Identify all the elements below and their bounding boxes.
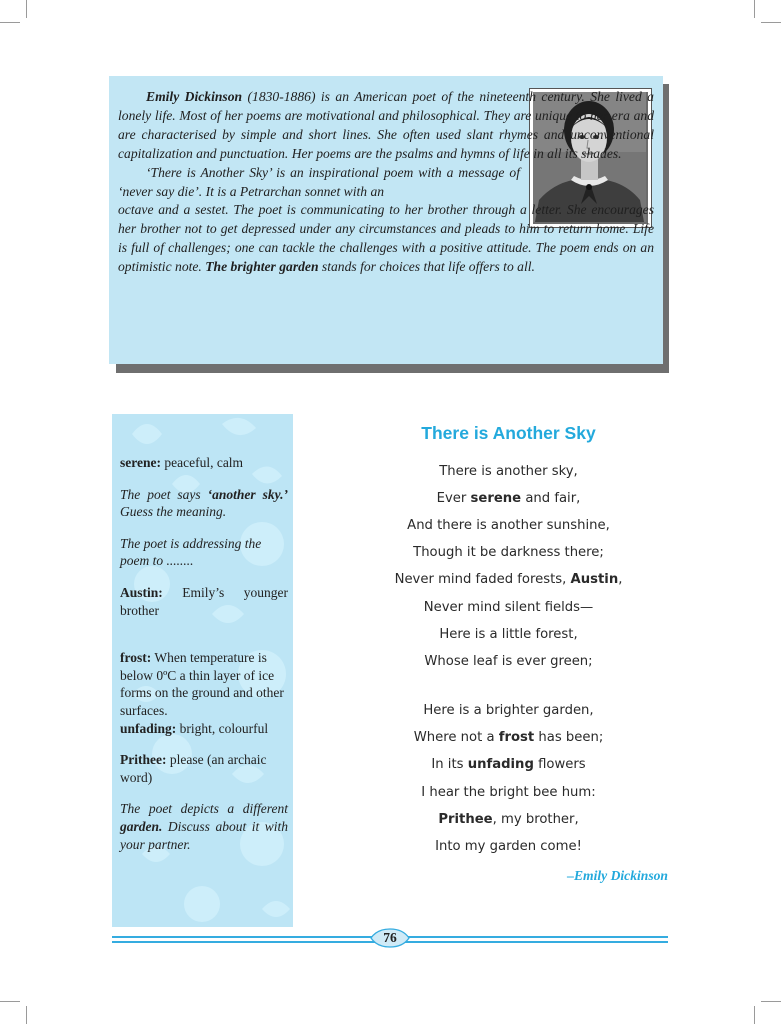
crop-mark xyxy=(761,22,781,23)
note-frost: frost: When temperature is below 0ºC a thin layer of ice forms on the ground and other surfaces. xyxy=(120,650,284,718)
poet-name: Emily Dickinson xyxy=(146,89,243,104)
note-unfading: unfading: bright, colourful xyxy=(120,720,269,736)
poem-line: Never mind silent fields— xyxy=(423,600,594,615)
poem-title: There is Another Sky xyxy=(421,423,596,443)
poem-line: Never mind faded forests, Austin, xyxy=(394,572,623,587)
intro-paragraph-2-end: stands for choices that life offers to all. xyxy=(318,259,535,275)
poem-line: Here is a brighter garden, xyxy=(423,703,594,718)
poem-line: I hear the bright bee hum: xyxy=(421,785,596,800)
intro-bold-phrase: The brighter garden xyxy=(205,259,319,275)
glossary-sidebar xyxy=(112,414,293,927)
poem-line: In its unfading flowers xyxy=(431,757,586,772)
poem-line: Whose leaf is ever green; xyxy=(424,654,593,669)
note-prithee: Prithee: please (an archaic word) xyxy=(120,752,267,785)
question-another-sky: The poet says ‘another sky.’ Guess the meaning. xyxy=(120,486,288,520)
poem-author: –Emily Dickinson xyxy=(567,868,668,883)
poem-line: And there is another sunshine, xyxy=(407,518,610,533)
poet-intro-box xyxy=(109,76,663,364)
intro-paragraph-2-start: ‘There is Another Sky’ is an inspirational poem with a message of ‘never say die’. It is a Petrarchan sonnet with an xyxy=(118,164,520,199)
question-addressing: The poet is addressing the poem to ........ xyxy=(120,535,262,569)
poem-line: Ever serene and fair, xyxy=(436,491,581,506)
poem-line: There is another sky, xyxy=(439,464,578,479)
crop-mark xyxy=(26,1006,27,1024)
crop-mark xyxy=(754,1006,755,1024)
intro-paragraph-1: (1830-1886) is an American poet of the nineteenth century. She lived a lonely life. Most of her poems are motivational and philosophical. They are unique to her era and are characterised by simple and short lines. She often used slant rhymes and unconventional capitalization and punctuation. Her poems are the psalms and hymns of life in all its shades. xyxy=(118,89,654,161)
poem-line: Here is a little forest, xyxy=(439,627,578,642)
crop-mark xyxy=(761,1001,781,1002)
crop-mark xyxy=(26,0,27,18)
crop-mark xyxy=(0,22,20,23)
poem-line: Where not a frost has been; xyxy=(413,730,604,745)
note-serene: serene: peaceful, calm xyxy=(120,455,244,470)
crop-mark xyxy=(754,0,755,18)
poem-line: Into my garden come! xyxy=(435,839,582,854)
poem-line: Though it be darkness there; xyxy=(413,545,604,560)
intro-paragraph-2: octave and a sestet. The poet is communicating to her brother through a letter. She encourages her brother not to get depressed under any circumstances and pleads to him to return home. Life is full of challenges; one can tackle the challenges with a positive attitude. The poem ends on an optimistic note. xyxy=(118,202,654,275)
note-austin: Austin: Emily’s younger brother xyxy=(120,584,288,618)
poem-line: Prithee, my brother, xyxy=(438,812,579,827)
page-number: 76 xyxy=(383,930,397,945)
crop-mark xyxy=(0,1001,20,1002)
question-garden: The poet depicts a different garden. Discuss about it with your partner. xyxy=(120,801,288,852)
